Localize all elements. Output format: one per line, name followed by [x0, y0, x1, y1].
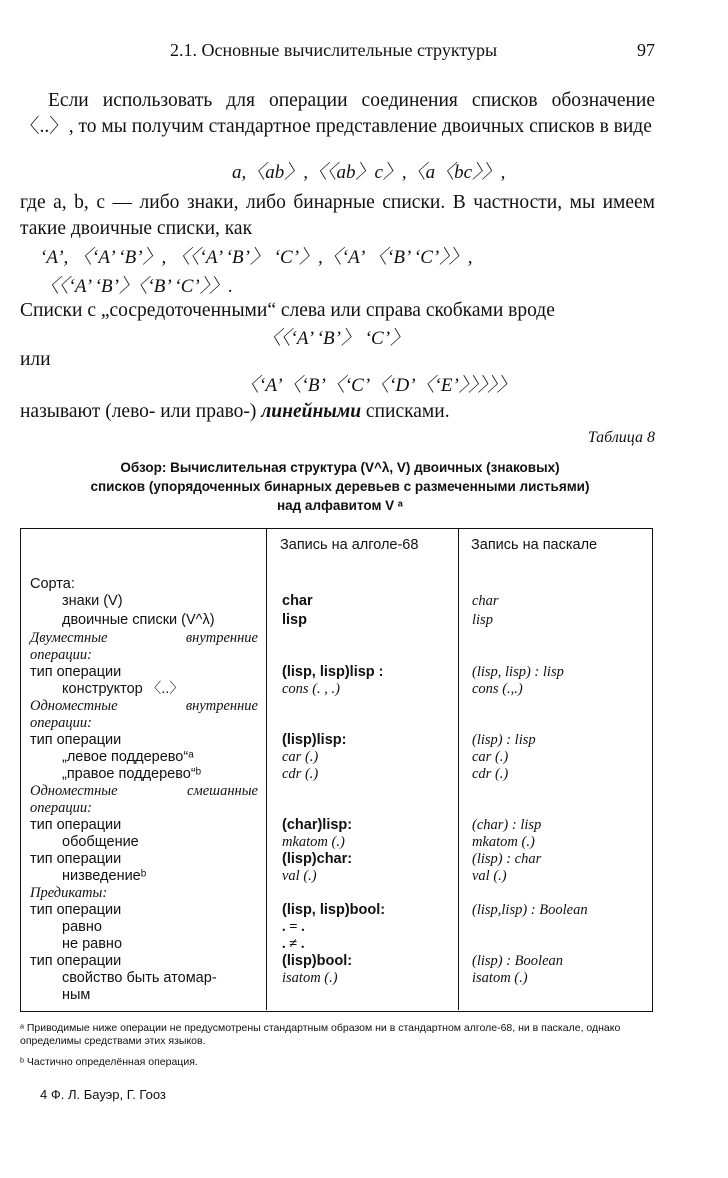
col1-optype-5: тип операции	[30, 902, 122, 918]
col1-optype-4: тип операции	[30, 851, 122, 867]
algol-isatom-type: (lisp)bool:	[282, 953, 353, 969]
pascal-cons-type: (lisp, lisp) : lisp	[472, 664, 564, 680]
col1-optype-3: тип операции	[30, 817, 122, 833]
algol-eq-type: (lisp, lisp)bool:	[282, 902, 386, 918]
overview-line-2: списков (упорядоченных бинарных деревьев с размеченными листьями)	[90, 479, 590, 494]
paragraph-4	[20, 399, 655, 425]
running-header	[20, 40, 655, 68]
col1-binary-label: Двуместные	[30, 630, 108, 646]
col1-not-equal: не равно	[62, 936, 123, 952]
pascal-isatom-type: (lisp) : Boolean	[472, 953, 564, 969]
signature-line: 4 Ф. Л. Бауэр, Г. Гооз	[40, 1087, 166, 1102]
paragraph-4-start: называют (лево- или право-)	[20, 401, 257, 422]
col1-sorts: Сорта:	[30, 576, 75, 592]
algol-mkatom: mkatom (.)	[282, 834, 345, 850]
algol-cons: cons (. , .)	[282, 681, 340, 697]
pascal-val: val (.)	[472, 868, 507, 884]
col1-constructor: конструктор 〈..〉	[62, 681, 184, 697]
col1-signs: знаки (V)	[62, 593, 123, 609]
algol-char: char	[282, 593, 313, 609]
col1-binary-internal	[30, 630, 258, 647]
col1-generalization: обобщение	[62, 834, 139, 850]
pascal-val-type: (lisp) : char	[472, 851, 542, 867]
col1-internal-label: внутренние	[185, 630, 258, 646]
col1-predicates: Предикаты:	[30, 885, 108, 901]
column-header-pascal: Запись на паскале	[471, 537, 598, 553]
col1-equal: равно	[62, 919, 102, 935]
pascal-eq-type: (lisp,lisp) : Boolean	[472, 902, 588, 918]
pascal-mkatom: mkatom (.)	[472, 834, 535, 850]
col1-ops-3: операции:	[30, 800, 93, 816]
formula-1: a,〈ab〉,〈〈ab〉c〉,〈a〈bc〉〉,	[232, 162, 506, 183]
col1-optype-2: тип операции	[30, 732, 122, 748]
chapter-title: 2.1. Основные вычислительные структуры	[170, 40, 498, 60]
paragraph-2: где a, b, c — либо знаки, либо бинарные списки. В частности, мы имеем такие двоичные списки, как	[20, 192, 655, 239]
pascal-cdr: cdr (.)	[472, 766, 509, 782]
col1-internal-label-2: внутренние	[185, 698, 258, 714]
algol-val: val (.)	[282, 868, 317, 884]
algol-car-type: (lisp)lisp:	[282, 732, 347, 748]
formula-4: 〈‘A’〈‘B’〈‘C’〈‘D’〈‘E’〉〉〉〉〉	[240, 375, 516, 396]
pascal-isatom: isatom (.)	[472, 970, 528, 986]
pascal-mkatom-type: (char) : lisp	[472, 817, 542, 833]
col1-optype-6: тип операции	[30, 953, 122, 969]
pascal-cons: cons (.,.)	[472, 681, 523, 697]
col1-unary-mixed	[30, 783, 258, 800]
table-divider-1	[266, 528, 267, 1010]
column-header-algol: Запись на алголе-68	[280, 537, 419, 553]
col1-binlists: двоичные списки (V^λ)	[62, 612, 215, 628]
col1-right-subtree: „правое поддерево“ᵇ	[62, 766, 202, 782]
col1-ops-2: операции:	[30, 715, 93, 731]
col1-unary-internal	[30, 698, 258, 715]
col1-ops-1: операции:	[30, 647, 93, 663]
footnote-a: ᵃ Приводимые ниже операции не предусмотрены стандартным образом ни в стандартном алголе-68, ни в паскале, однако определимы средствами этих языков.	[20, 1022, 621, 1047]
col1-mixed-label: смешанные	[187, 783, 258, 799]
paragraph-1: Если использовать для операции соединения списков обозначение 〈..〉, то мы получим стандартное представление двоичных списков в виде	[20, 90, 655, 137]
algol-eq: . = .	[282, 919, 305, 935]
pascal-car-type: (lisp) : lisp	[472, 732, 536, 748]
pascal-char: char	[472, 593, 499, 609]
formula-2-line-2: 〈〈‘A’ ‘B’〉〈‘B’ ‘C’〉〉.	[40, 276, 233, 297]
paragraph-3: Списки с „сосредоточенными“ слева или справа скобками вроде	[20, 300, 555, 321]
formula-3: 〈〈‘A’ ‘B’〉 ‘C’〉	[262, 328, 410, 349]
col1-left-subtree: „левое поддерево“ᵃ	[62, 749, 194, 765]
algol-val-type: (lisp)char:	[282, 851, 353, 867]
col1-atomic-2: ным	[62, 987, 91, 1003]
page-number: 97	[637, 40, 655, 60]
overview-line-1: Обзор: Вычислительная структура (V^λ, V) двоичных (знаковых)	[120, 460, 560, 475]
table-caption: Таблица 8	[587, 429, 655, 446]
algol-car: car (.)	[282, 749, 319, 765]
footnote-b: ᵇ Частично определённая операция.	[20, 1056, 198, 1068]
col1-reduction: низведениеᵇ	[62, 868, 147, 884]
pascal-car: car (.)	[472, 749, 509, 765]
term-linear: линейными	[261, 401, 362, 422]
algol-cdr: cdr (.)	[282, 766, 319, 782]
word-or: или	[20, 349, 51, 370]
table-divider-2	[458, 528, 459, 1010]
formula-2-line-1: ‘A’, 〈‘A’ ‘B’〉, 〈〈‘A’ ‘B’〉 ‘C’〉,〈‘A’ 〈‘B’ ‘C’〉〉,	[40, 247, 473, 268]
overview-line-3: над алфавитом V ᵃ	[276, 498, 404, 513]
algol-neq: . ≠ .	[282, 936, 305, 952]
col1-unary-label-2: Одноместные	[30, 783, 118, 799]
algol-isatom: isatom (.)	[282, 970, 338, 986]
col1-optype-1: тип операции	[30, 664, 122, 680]
paragraph-4-end: списками.	[365, 401, 450, 422]
pascal-lisp: lisp	[472, 612, 493, 628]
algol-cons-type: (lisp, lisp)lisp :	[282, 664, 384, 680]
table-overview	[30, 458, 650, 515]
algol-mkatom-type: (char)lisp:	[282, 817, 353, 833]
algol-lisp: lisp	[282, 612, 307, 628]
col1-unary-label: Одноместные	[30, 698, 118, 714]
col1-atomic-1: свойство быть атомар-	[62, 970, 217, 986]
